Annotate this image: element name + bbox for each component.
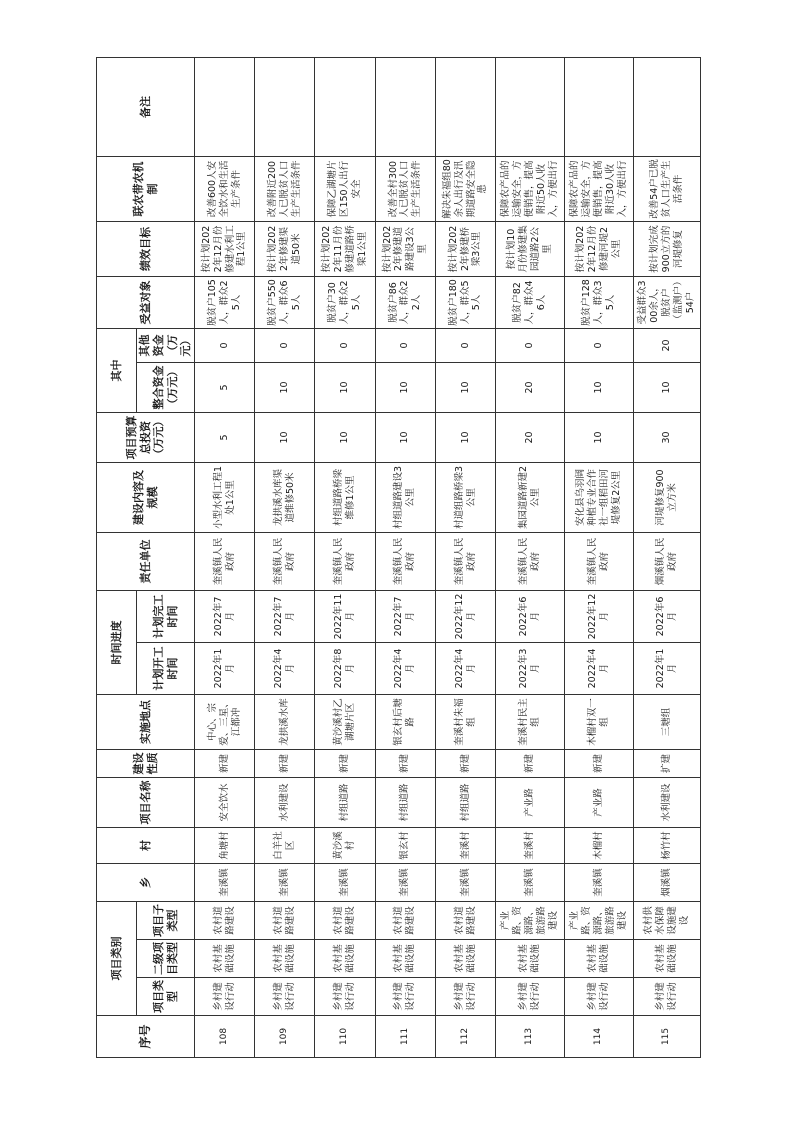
cell-unit: 奎溪镇人民政府	[435, 532, 495, 590]
cell-mechanism: 保障农产品的运输安全，方便销售，提高附近30人收入，方便出行	[565, 156, 634, 221]
header-name: 项目名称	[97, 777, 195, 827]
cell-other: 0	[315, 328, 375, 362]
header-seq: 序号	[97, 1016, 195, 1058]
cell-goal: 按计划2022年修建桥梁3公里	[435, 221, 495, 276]
cell-village: 杨竹村	[633, 827, 700, 863]
cell-budget: 20	[496, 412, 565, 462]
cell-budget: 10	[565, 412, 634, 462]
cell-village: 奎溪村	[435, 827, 495, 863]
cell-content: 村组道路桥梁维修1公里	[315, 462, 375, 532]
cell-cat1: 乡村建设行动	[496, 978, 565, 1016]
header-cat2: 二级项目类型	[137, 940, 195, 978]
header-goal: 绩效目标	[97, 221, 195, 276]
cell-nature: 新建	[375, 749, 435, 777]
header-content: 建设内容及规模	[97, 462, 195, 532]
cell-location: 黄沙溪村乙湖塘片区	[315, 694, 375, 749]
cell-village: 银玄村	[375, 827, 435, 863]
cell-name: 水利建设	[255, 777, 315, 827]
header-integrated: 整合资金（万元）	[137, 362, 195, 412]
cell-nature: 新建	[496, 749, 565, 777]
cell-start: 2022年1月	[633, 642, 700, 694]
header-of-which: 其中	[97, 328, 137, 412]
cell-end: 2022年7月	[255, 590, 315, 642]
cell-content: 安化县乌羽阔种植专业合作社一组稻田河堤修复2公里	[565, 462, 634, 532]
cell-beneficiary: 脱贫户82人，群众46人	[496, 276, 565, 328]
cell-beneficiary: 脱贫户128人，群众35人	[565, 276, 634, 328]
cell-mechanism: 改善54户已脱贫人口生产生活条件	[633, 156, 700, 221]
table-row	[565, 57, 634, 1057]
header-unit: 责任单位	[97, 532, 195, 590]
cell-goal: 按计划2022年11月份修建道路桥梁1公里	[315, 221, 375, 276]
cell-seq: 113	[496, 1016, 565, 1058]
cell-village: 黄沙溪村	[315, 827, 375, 863]
cell-integrated: 10	[375, 362, 435, 412]
cell-budget: 10	[375, 412, 435, 462]
cell-mechanism: 改善全村300人已脱贫人口生产生活条件	[375, 156, 435, 221]
header-budget: 项目预算总投资（万元）	[97, 412, 195, 462]
cell-nature: 新建	[565, 749, 634, 777]
cell-name: 安全饮水	[195, 777, 255, 827]
cell-nature: 新建	[195, 749, 255, 777]
cell-mechanism: 改善600人安全饮水和生活生产条件	[195, 156, 255, 221]
cell-location: 中心、宗爱、三星、江都冲	[195, 694, 255, 749]
cell-start: 2022年1月	[195, 642, 255, 694]
cell-nature: 扩建	[633, 749, 700, 777]
header-mechanism: 联农带农机制	[97, 156, 195, 221]
cell-remark	[195, 57, 255, 156]
cell-remark	[255, 57, 315, 156]
cell-start: 2022年4月	[435, 642, 495, 694]
cell-other: 0	[565, 328, 634, 362]
cell-unit: 烟溪镇人民政府	[633, 532, 700, 590]
cell-goal: 按计划2022年修建道路建设3公里	[375, 221, 435, 276]
cell-seq: 109	[255, 1016, 315, 1058]
cell-end: 2022年6月	[496, 590, 565, 642]
cell-other: 0	[255, 328, 315, 362]
cell-goal: 按计划10月份修建集园道路2公里	[496, 221, 565, 276]
cell-goal: 按计划2022年修建渠道50米	[255, 221, 315, 276]
cell-integrated: 5	[195, 362, 255, 412]
cell-name: 水利建设	[633, 777, 700, 827]
cell-budget: 30	[633, 412, 700, 462]
table-row	[435, 57, 495, 1057]
cell-mechanism: 解决朱福组80余人出行及汛期道路安全隐患	[435, 156, 495, 221]
cell-cat2: 农村基础设施	[435, 940, 495, 978]
cell-cat3: 农村道路建设	[255, 901, 315, 939]
cell-cat2: 农村基础设施	[633, 940, 700, 978]
cell-cat1: 乡村建设行动	[315, 978, 375, 1016]
cell-budget: 10	[255, 412, 315, 462]
cell-location: 龙拱溪水库	[255, 694, 315, 749]
cell-cat1: 乡村建设行动	[255, 978, 315, 1016]
cell-integrated: 20	[496, 362, 565, 412]
cell-other: 0	[496, 328, 565, 362]
cell-township: 奎溪镇	[255, 863, 315, 901]
cell-cat3: 产业路、资源路、旅游路建设	[565, 901, 634, 939]
cell-start: 2022年8月	[315, 642, 375, 694]
cell-unit: 奎溪镇人民政府	[195, 532, 255, 590]
cell-remark	[315, 57, 375, 156]
cell-mechanism: 改善附近200人已脱贫人口生产生活条件	[255, 156, 315, 221]
cell-cat1: 乡村建设行动	[633, 978, 700, 1016]
cell-name: 村组道路	[315, 777, 375, 827]
cell-cat1: 乡村建设行动	[195, 978, 255, 1016]
header-cat1: 项目类型	[137, 978, 195, 1016]
cell-village: 白羊社区	[255, 827, 315, 863]
cell-mechanism: 保障农产品的运输安全，方便销售，提高附近50人收入，方便出行	[496, 156, 565, 221]
table-row	[255, 57, 315, 1057]
cell-name: 村组道路	[435, 777, 495, 827]
cell-cat3: 农村道路建设	[315, 901, 375, 939]
cell-content: 村道组路桥梁3公里	[435, 462, 495, 532]
cell-beneficiary: 脱贫户30人，群众25人	[315, 276, 375, 328]
cell-end: 2022年6月	[633, 590, 700, 642]
cell-nature: 新建	[315, 749, 375, 777]
cell-budget: 10	[315, 412, 375, 462]
cell-nature: 新建	[435, 749, 495, 777]
header-other: 其他资金（万元）	[137, 328, 195, 362]
cell-integrated: 10	[435, 362, 495, 412]
cell-cat3: 农村道路建设	[435, 901, 495, 939]
cell-seq: 110	[315, 1016, 375, 1058]
table-row	[633, 57, 700, 1057]
cell-start: 2022年4月	[565, 642, 634, 694]
header-cat3: 项目子类型	[137, 901, 195, 939]
cell-seq: 108	[195, 1016, 255, 1058]
cell-seq: 115	[633, 1016, 700, 1058]
cell-township: 奎溪镇	[496, 863, 565, 901]
cell-remark	[435, 57, 495, 156]
table-body	[195, 57, 701, 1057]
cell-start: 2022年4月	[375, 642, 435, 694]
cell-end: 2022年7月	[195, 590, 255, 642]
project-table	[96, 57, 701, 1058]
cell-cat1: 乡村建设行动	[565, 978, 634, 1016]
cell-start: 2022年3月	[496, 642, 565, 694]
cell-content: 集园道路新建2公里	[496, 462, 565, 532]
cell-township: 奎溪镇	[435, 863, 495, 901]
table-row	[375, 57, 435, 1057]
cell-end: 2022年7月	[375, 590, 435, 642]
header-remark: 备注	[97, 57, 195, 156]
cell-location: 奎溪村民主组	[496, 694, 565, 749]
cell-remark	[375, 57, 435, 156]
cell-remark	[565, 57, 634, 156]
cell-nature: 新建	[255, 749, 315, 777]
cell-township: 奎溪镇	[315, 863, 375, 901]
cell-end: 2022年12月	[435, 590, 495, 642]
cell-seq: 111	[375, 1016, 435, 1058]
cell-other: 20	[633, 328, 700, 362]
cell-end: 2022年11月	[315, 590, 375, 642]
header-location: 实施地点	[97, 694, 195, 749]
cell-other: 0	[195, 328, 255, 362]
cell-unit: 奎溪镇人民政府	[255, 532, 315, 590]
cell-beneficiary: 脱贫户86人，群众22人	[375, 276, 435, 328]
cell-content: 河堤修复900立方米	[633, 462, 700, 532]
header-beneficiary: 受益对象	[97, 276, 195, 328]
header-end: 计划完工时间	[137, 590, 195, 642]
header-category-group: 项目类别	[97, 901, 137, 1015]
cell-name: 产业路	[565, 777, 634, 827]
cell-cat3: 农村供水保障设施建设	[633, 901, 700, 939]
cell-beneficiary: 脱贫户180人，群众55人	[435, 276, 495, 328]
table-row	[315, 57, 375, 1057]
cell-unit: 奎溪镇人民政府	[496, 532, 565, 590]
cell-cat2: 农村基础设施	[496, 940, 565, 978]
cell-cat3: 产业路、资源路、旅游路建设	[496, 901, 565, 939]
cell-budget: 10	[435, 412, 495, 462]
cell-cat1: 乡村建设行动	[375, 978, 435, 1016]
header-nature: 建设性质	[97, 749, 195, 777]
cell-content: 村组道路建设3公里	[375, 462, 435, 532]
cell-cat2: 农村基础设施	[255, 940, 315, 978]
cell-integrated: 10	[315, 362, 375, 412]
cell-goal: 按计划完成900立方的河堤修复	[633, 221, 700, 276]
cell-unit: 奎溪镇人民政府	[315, 532, 375, 590]
cell-township: 奎溪镇	[375, 863, 435, 901]
cell-beneficiary: 受益群众300余人，脱贫户（监测户）54户	[633, 276, 700, 328]
cell-content: 龙拱溪水库渠道维修50米	[255, 462, 315, 532]
cell-location: 三塘组	[633, 694, 700, 749]
cell-unit: 奎溪镇人民政府	[565, 532, 634, 590]
cell-cat1: 乡村建设行动	[435, 978, 495, 1016]
table-row	[496, 57, 565, 1057]
cell-location: 奎溪村朱福组	[435, 694, 495, 749]
cell-integrated: 10	[633, 362, 700, 412]
header-start: 计划开工时间	[137, 642, 195, 694]
cell-end: 2022年12月	[565, 590, 634, 642]
cell-unit: 奎溪镇人民政府	[375, 532, 435, 590]
cell-cat2: 农村基础设施	[195, 940, 255, 978]
cell-integrated: 10	[255, 362, 315, 412]
cell-beneficiary: 脱贫户105人，群众25人	[195, 276, 255, 328]
rotated-table-page	[96, 58, 701, 1058]
cell-location: 木榴村双一组	[565, 694, 634, 749]
cell-start: 2022年4月	[255, 642, 315, 694]
cell-village: 木榴村	[565, 827, 634, 863]
cell-remark	[496, 57, 565, 156]
cell-cat2: 农村基础设施	[315, 940, 375, 978]
cell-seq: 114	[565, 1016, 634, 1058]
cell-seq: 112	[435, 1016, 495, 1058]
cell-cat2: 农村基础设施	[565, 940, 634, 978]
cell-village: 角塘村	[195, 827, 255, 863]
cell-location: 银玄村后塘路	[375, 694, 435, 749]
cell-cat3: 农村道路建设	[375, 901, 435, 939]
cell-goal: 按计划2022年12月份修建水利工程1公里	[195, 221, 255, 276]
cell-township: 烟溪镇	[633, 863, 700, 901]
cell-village: 奎溪村	[496, 827, 565, 863]
cell-other: 0	[435, 328, 495, 362]
cell-township: 奎溪镇	[195, 863, 255, 901]
cell-remark	[633, 57, 700, 156]
cell-name: 村组道路	[375, 777, 435, 827]
header-village: 村	[97, 827, 195, 863]
cell-other: 0	[375, 328, 435, 362]
cell-integrated: 10	[565, 362, 634, 412]
cell-beneficiary: 脱贫户550人，群众65人	[255, 276, 315, 328]
cell-cat2: 农村基础设施	[375, 940, 435, 978]
cell-budget: 5	[195, 412, 255, 462]
table-row	[195, 57, 255, 1057]
header-township: 乡	[97, 863, 195, 901]
cell-township: 奎溪镇	[565, 863, 634, 901]
cell-name: 产业路	[496, 777, 565, 827]
cell-goal: 按计划2022年12月份修建河堤2公里	[565, 221, 634, 276]
cell-mechanism: 保障乙湖塘片区150人出行安全	[315, 156, 375, 221]
cell-cat3: 农村道路建设	[195, 901, 255, 939]
header-schedule-group: 时间进度	[97, 590, 137, 694]
cell-content: 小型水利工程1处1公里	[195, 462, 255, 532]
